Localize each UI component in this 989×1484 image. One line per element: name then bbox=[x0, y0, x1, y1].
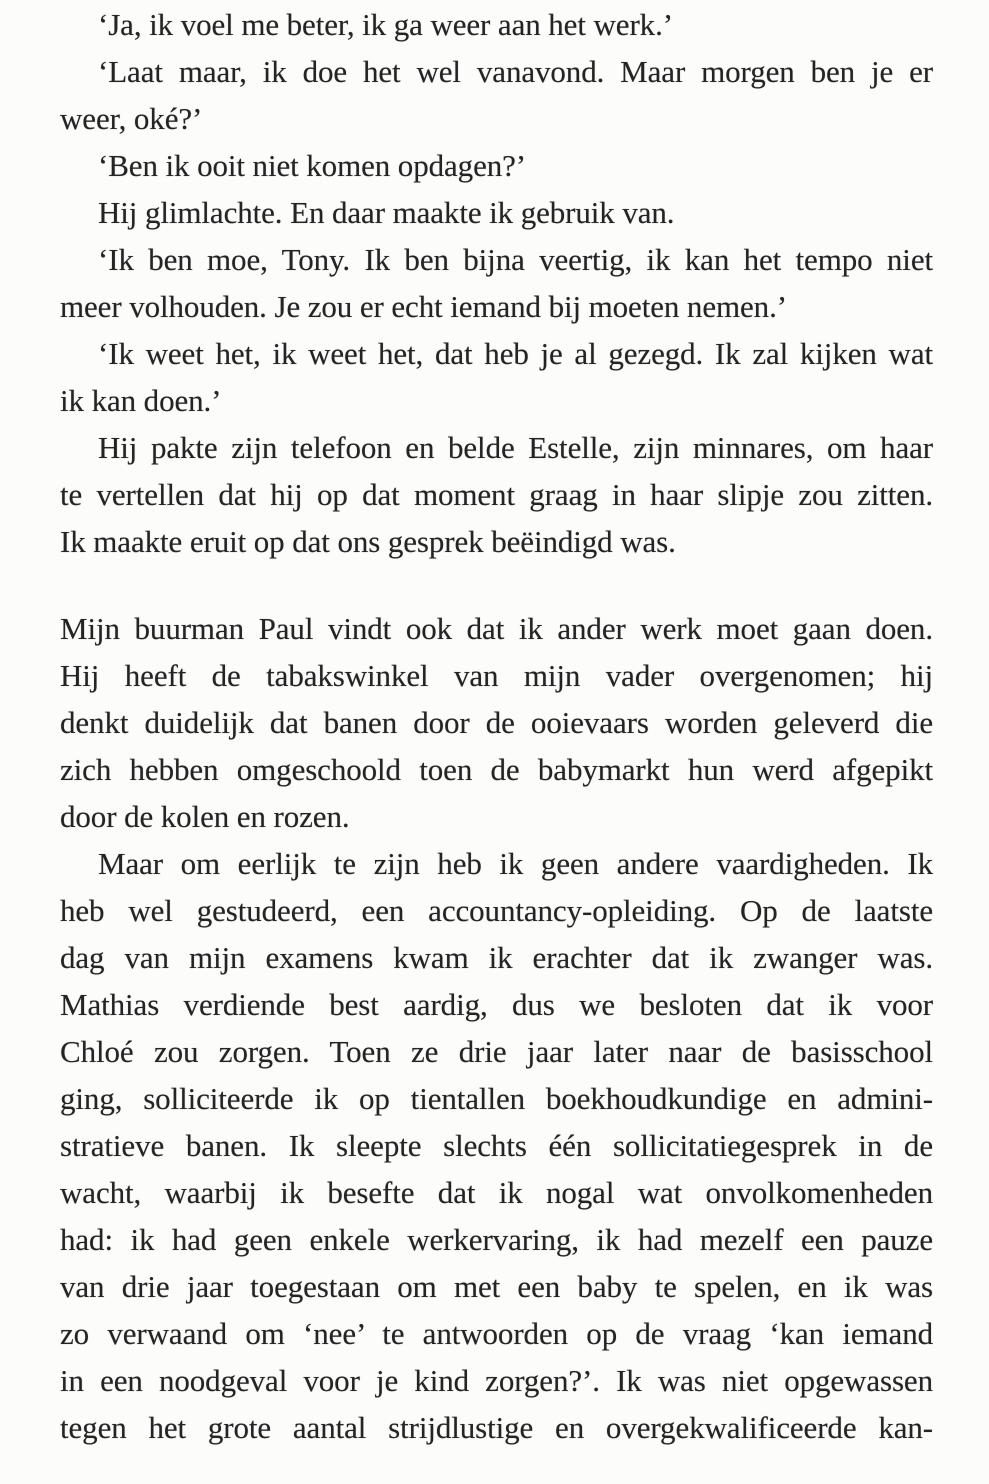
text-line: Chloé zou zorgen. Toen ze drie jaar later naar de basisschool bbox=[60, 1034, 933, 1069]
text-line: stratieve banen. Ik sleepte slechts één sollicitatiegesprek in de bbox=[60, 1128, 933, 1163]
text-line: ging, solliciteerde ik op tientallen boekhoudkundige en admini- bbox=[60, 1081, 933, 1116]
text-line: ik kan doen.’ bbox=[60, 383, 222, 418]
text-line: van drie jaar toegestaan om met een baby te spelen, en ik was bbox=[60, 1269, 933, 1304]
text-line: ‘Ben ik ooit niet komen opdagen?’ bbox=[98, 148, 527, 183]
text-line: Hij heeft de tabakswinkel van mijn vader overgenomen; hij bbox=[60, 658, 933, 693]
text-line: ‘Ik weet het, ik weet het, dat heb je al gezegd. Ik zal kijken wat bbox=[98, 336, 933, 371]
text-line: zich hebben omgeschoold toen de babymarkt hun werd afgepikt bbox=[60, 752, 933, 787]
text-line: ‘Ja, ik voel me beter, ik ga weer aan het werk.’ bbox=[98, 7, 673, 42]
text-line: Mijn buurman Paul vindt ook dat ik ander werk moet gaan doen. bbox=[60, 611, 933, 646]
text-line: Maar om eerlijk te zijn heb ik geen andere vaardigheden. Ik bbox=[98, 846, 933, 881]
section-break bbox=[60, 565, 933, 605]
text-line: Ik maakte eruit op dat ons gesprek beëindigd was. bbox=[60, 524, 676, 559]
text-line: door de kolen en rozen. bbox=[60, 799, 350, 834]
text-line: Hij pakte zijn telefoon en belde Estelle, zijn minnares, om haar bbox=[98, 430, 933, 465]
text-line: tegen het grote aantal strijdlustige en overgekwalificeerde kan- bbox=[60, 1410, 933, 1445]
text-line: Mathias verdiende best aardig, dus we besloten dat ik voor bbox=[60, 987, 933, 1022]
text-line: in een noodgeval voor je kind zorgen?’. Ik was niet opgewassen bbox=[60, 1363, 933, 1398]
text-line: Hij glimlachte. En daar maakte ik gebruik van. bbox=[98, 195, 675, 230]
text-line: wacht, waarbij ik besefte dat ik nogal wat onvolkomenheden bbox=[60, 1175, 933, 1210]
text-line: weer, oké?’ bbox=[60, 101, 203, 136]
text-line: denkt duidelijk dat banen door de ooievaars worden geleverd die bbox=[60, 705, 933, 740]
text-line: te vertellen dat hij op dat moment graag in haar slipje zou zitten. bbox=[60, 477, 933, 512]
text-line: zo verwaand om ‘nee’ te antwoorden op de vraag ‘kan iemand bbox=[60, 1316, 933, 1351]
text-line: ‘Ik ben moe, Tony. Ik ben bijna veertig, ik kan het tempo niet bbox=[98, 242, 933, 277]
text-line: had: ik had geen enkele werkervaring, ik had mezelf een pauze bbox=[60, 1222, 933, 1257]
text-line: heb wel gestudeerd, een accountancy-opleiding. Op de laatste bbox=[60, 893, 933, 928]
text-line: ‘Laat maar, ik doe het wel vanavond. Maar morgen ben je er bbox=[98, 54, 933, 89]
text-line: meer volhouden. Je zou er echt iemand bij moeten nemen.’ bbox=[60, 289, 787, 324]
text-line: dag van mijn examens kwam ik erachter dat ik zwanger was. bbox=[60, 940, 933, 975]
